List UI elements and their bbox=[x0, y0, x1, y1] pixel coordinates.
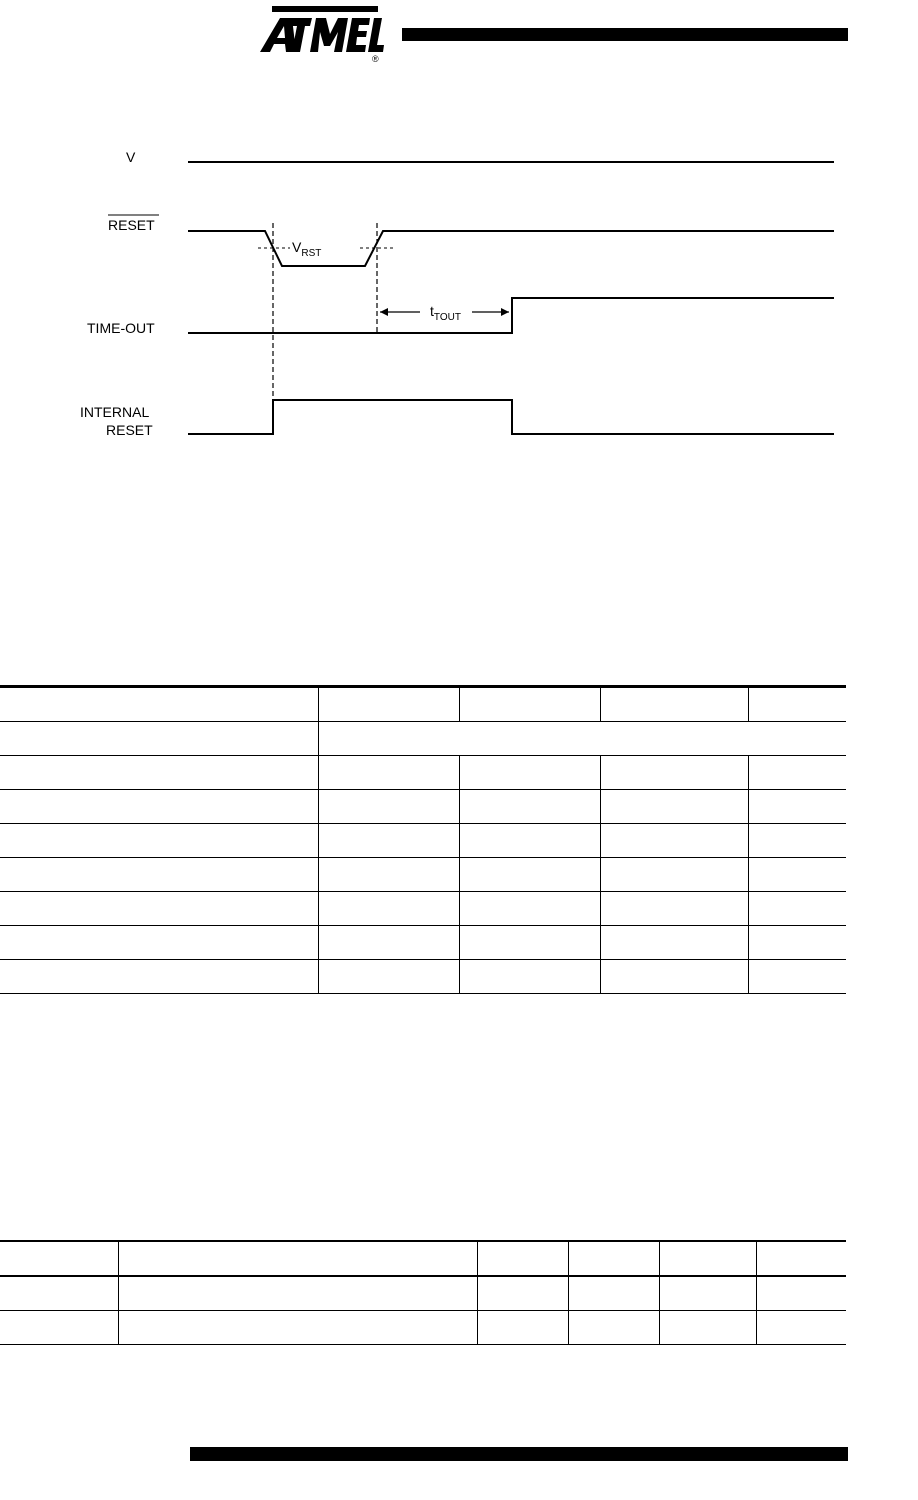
table-cell bbox=[460, 926, 601, 960]
table-row bbox=[0, 1241, 846, 1276]
table-row bbox=[0, 824, 846, 858]
table-cell bbox=[757, 1276, 847, 1311]
table-cell bbox=[601, 687, 749, 722]
table-cell bbox=[119, 1311, 478, 1345]
timing-parameters-table bbox=[0, 1240, 846, 1345]
table-cell bbox=[0, 892, 319, 926]
timeout-waveform bbox=[188, 298, 834, 333]
table-cell bbox=[660, 1276, 757, 1311]
table-row bbox=[0, 687, 846, 722]
logo-text: ATMEL bbox=[258, 6, 262, 7]
table-cell bbox=[0, 1276, 119, 1311]
table-cell bbox=[749, 960, 847, 994]
table-cell bbox=[319, 756, 460, 790]
internal-label-1: INTERNAL bbox=[80, 404, 150, 420]
table-cell bbox=[319, 960, 460, 994]
table-cell bbox=[569, 1276, 660, 1311]
table-cell bbox=[601, 960, 749, 994]
table-cell bbox=[319, 687, 460, 722]
vrst-label: $V_{RST}$ bbox=[292, 239, 322, 259]
table-cell bbox=[601, 892, 749, 926]
timeout-label: TIME-OUT bbox=[87, 320, 155, 336]
table-cell bbox=[460, 756, 601, 790]
table-row bbox=[0, 790, 846, 824]
table-cell bbox=[0, 960, 319, 994]
table-cell bbox=[319, 892, 460, 926]
registered-mark: ® bbox=[372, 54, 379, 62]
table-cell bbox=[749, 858, 847, 892]
table-cell bbox=[460, 858, 601, 892]
table-cell bbox=[749, 824, 847, 858]
table-cell bbox=[0, 790, 319, 824]
table-cell bbox=[601, 756, 749, 790]
table-row bbox=[0, 722, 846, 756]
table-cell bbox=[601, 824, 749, 858]
table-cell bbox=[601, 858, 749, 892]
atmel-logo bbox=[258, 6, 384, 62]
reset-label: RESET bbox=[108, 217, 155, 233]
table-cell bbox=[0, 926, 319, 960]
table-cell bbox=[757, 1311, 847, 1345]
table-cell bbox=[660, 1311, 757, 1345]
table-cell bbox=[478, 1241, 569, 1276]
table-cell bbox=[319, 790, 460, 824]
table-cell bbox=[319, 926, 460, 960]
internal-reset-waveform bbox=[188, 400, 834, 434]
table-row bbox=[0, 926, 846, 960]
table-cell bbox=[601, 790, 749, 824]
table-cell bbox=[749, 892, 847, 926]
table-cell bbox=[0, 722, 319, 756]
table-cell bbox=[0, 858, 319, 892]
table-cell bbox=[0, 1311, 119, 1345]
table-row bbox=[0, 1276, 846, 1311]
table-cell bbox=[601, 926, 749, 960]
internal-label-2: RESET bbox=[106, 422, 153, 438]
table-cell bbox=[569, 1311, 660, 1345]
ttout-arrowhead-right bbox=[501, 308, 509, 316]
ttout-arrowhead-left bbox=[380, 308, 388, 316]
table-cell bbox=[749, 790, 847, 824]
table-cell bbox=[0, 687, 319, 722]
table-cell bbox=[749, 687, 847, 722]
ttout-label: $t_{TOUT}$ bbox=[430, 303, 461, 323]
v-label: V bbox=[126, 149, 136, 165]
table-row bbox=[0, 892, 846, 926]
table-cell bbox=[757, 1241, 847, 1276]
table-cell bbox=[319, 824, 460, 858]
table-cell bbox=[660, 1241, 757, 1276]
table-cell bbox=[0, 756, 319, 790]
table-cell bbox=[460, 960, 601, 994]
reset-timing-diagram bbox=[0, 130, 918, 460]
table-row bbox=[0, 960, 846, 994]
table-row bbox=[0, 756, 846, 790]
table-cell bbox=[0, 1241, 119, 1276]
table-cell bbox=[319, 858, 460, 892]
table-cell bbox=[569, 1241, 660, 1276]
table-cell bbox=[0, 824, 319, 858]
footer-bar bbox=[190, 1447, 848, 1461]
table-cell bbox=[319, 722, 847, 756]
table-row bbox=[0, 858, 846, 892]
table-cell bbox=[460, 892, 601, 926]
table-cell bbox=[119, 1241, 478, 1276]
reset-characteristics-table bbox=[0, 685, 846, 994]
table-cell bbox=[119, 1276, 478, 1311]
table-cell bbox=[478, 1311, 569, 1345]
header-bar bbox=[402, 28, 848, 41]
table-cell bbox=[460, 824, 601, 858]
table-cell bbox=[460, 790, 601, 824]
table-cell bbox=[478, 1276, 569, 1311]
table-row bbox=[0, 1311, 846, 1345]
table-cell bbox=[749, 926, 847, 960]
table-cell bbox=[460, 687, 601, 722]
table-cell bbox=[749, 756, 847, 790]
